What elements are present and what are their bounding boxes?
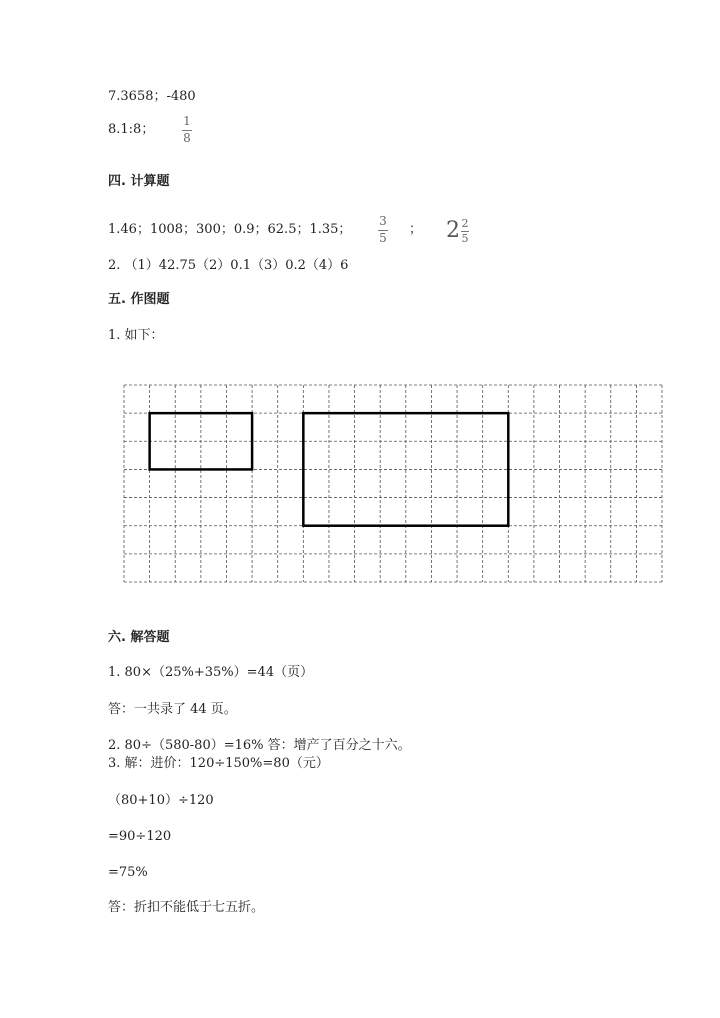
section-4-title: 四. 计算题 [108, 174, 170, 189]
answer-line-7: 7.3658；-480 [108, 89, 196, 104]
fraction-numerator: 2 [461, 217, 469, 230]
solution-line-2: 答：一共录了 44 页。 [108, 702, 237, 717]
section-6-title: 六. 解答题 [108, 630, 170, 645]
solution-line-1: 1. 80×（25%+35%）=44（页） [108, 665, 314, 680]
calc-separator: ； [409, 222, 423, 237]
solution-line-7: =75% [108, 865, 148, 880]
fraction-denominator: 8 [183, 131, 191, 145]
fraction-one-eighth [182, 115, 192, 145]
drawing-grid [123, 384, 663, 584]
answer-line-8: 8.1:8； [108, 122, 155, 137]
solution-line-3: 2. 80÷（580-80）=16% 答：增产了百分之十六。 [108, 738, 411, 753]
fraction-numerator: 3 [379, 214, 387, 228]
fraction-numerator: 1 [183, 114, 191, 128]
fraction-denominator: 5 [461, 232, 469, 245]
grid-lines [124, 385, 662, 582]
calc-line-1: 1.46；1008；300；0.9；62.5；1.35； [108, 222, 352, 237]
mixed-number [446, 218, 469, 244]
solution-line-8: 答：折扣不能低于七五折。 [108, 900, 265, 915]
solution-line-5: （80+10）÷120 [108, 793, 214, 808]
fraction-denominator: 5 [379, 231, 387, 245]
section-5-title: 五. 作图题 [108, 292, 170, 307]
mixed-fraction [461, 218, 469, 244]
solution-line-4: 3. 解：进价：120÷150%=80（元） [108, 756, 329, 771]
drawing-line-1: 1. 如下： [108, 328, 164, 343]
mixed-whole: 2 [446, 218, 460, 243]
calc-line-2: 2. （1）42.75（2）0.1（3）0.2（4）6 [108, 258, 349, 273]
fraction-three-fifths [378, 215, 388, 245]
solution-line-6: =90÷120 [108, 829, 172, 844]
